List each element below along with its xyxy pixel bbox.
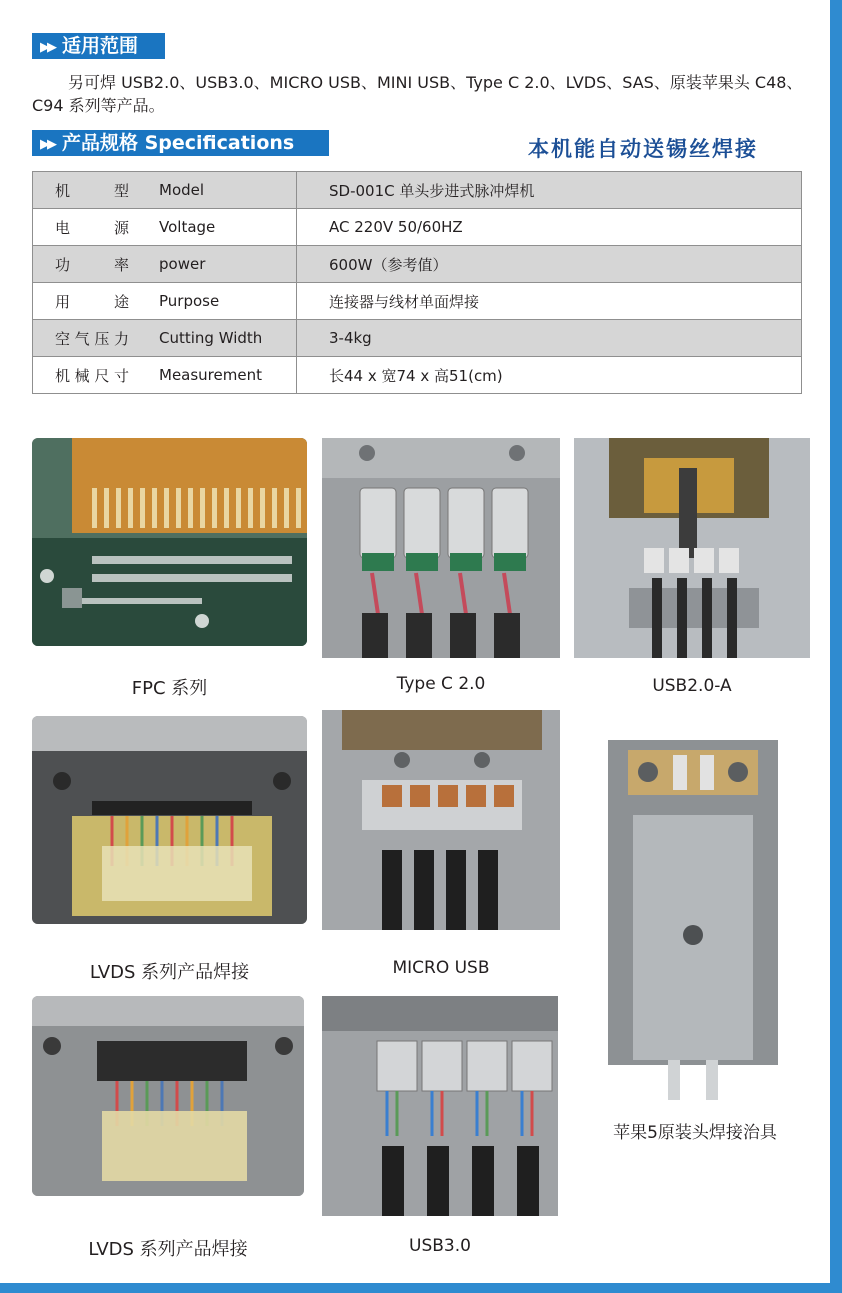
table-row: [33, 357, 802, 394]
page-frame-bottom: [0, 1283, 842, 1293]
spec-value: 3-4kg: [297, 320, 802, 357]
spec-label-cn: 电源: [55, 218, 129, 237]
table-row: [33, 172, 802, 209]
table-row: [33, 320, 802, 357]
spec-label-en: Measurement: [159, 366, 262, 384]
spec-label-cell: [33, 357, 297, 394]
lvds-photo-1: [32, 716, 307, 924]
usb20a-photo: [574, 438, 810, 658]
spec-label-cell: [33, 172, 297, 209]
page-frame-right: [830, 0, 842, 1293]
table-row: [33, 209, 802, 246]
lvds-photo-2: [32, 996, 304, 1196]
lvds-caption-2: LVDS 系列产品焊接: [88, 1239, 248, 1260]
spec-label-en: Purpose: [159, 292, 220, 310]
lvds-caption-1: LVDS 系列产品焊接: [89, 962, 250, 983]
spec-value: AC 220V 50/60HZ: [297, 209, 802, 246]
spec-value: SD-001C 单头步进式脉冲焊机: [297, 172, 802, 209]
spec-label-cn: 机械尺寸: [55, 366, 129, 385]
usb30-photo: [322, 996, 558, 1216]
typec-caption: Type C 2.0: [396, 674, 486, 694]
intro-text: 另可焊 USB2.0、USB3.0、MICRO USB、MINI USB、Type C 2.0、LVDS、SAS、原装苹果头 C48、C94 系列等产品。: [32, 73, 803, 115]
spec-label-cn: 机型: [55, 181, 129, 200]
usb30-caption: USB3.0: [409, 1236, 471, 1256]
table-row: [33, 283, 802, 320]
usb20a-caption: USB2.0-A: [652, 676, 732, 696]
double-chevron-right-icon: ▶▶: [40, 137, 54, 152]
apple-fixture-photo: [608, 740, 778, 1100]
microusb-caption: MICRO USB: [392, 958, 490, 978]
auto-solder-feature-text: 本机能自动送锡丝焊接: [528, 137, 758, 161]
fpc-photo: [32, 438, 307, 646]
apple-fixture-caption: 苹果5原装头焊接治具: [613, 1123, 777, 1143]
spec-label-en: Cutting Width: [159, 329, 263, 347]
double-chevron-right-icon: ▶▶: [40, 40, 54, 55]
spec-label-cell: [33, 246, 297, 283]
spec-value: 长44 x 宽74 x 高51(cm): [297, 357, 802, 394]
spec-label-cell: [33, 283, 297, 320]
spec-value: 连接器与线材单面焊接: [297, 283, 802, 320]
spec-value: 600W（参考值）: [297, 246, 802, 283]
spec-label-cn: 用途: [55, 292, 129, 311]
spec-section-header: [32, 130, 329, 156]
spec-label-cell: [33, 209, 297, 246]
spec-label-en: Voltage: [159, 218, 216, 236]
spec-label-en: Model: [159, 181, 205, 199]
typec-photo: [322, 438, 560, 658]
scope-section-title: 适用范围: [62, 35, 139, 57]
fpc-caption: FPC 系列: [131, 678, 208, 699]
spec-section-title: 产品规格 Specifications: [62, 132, 295, 154]
spec-label-cn: 空气压力: [55, 329, 129, 348]
table-row: [33, 246, 802, 283]
spec-label-cn: 功率: [55, 255, 129, 274]
microusb-photo: [322, 710, 560, 930]
spec-table: [32, 171, 802, 394]
spec-label-cell: [33, 320, 297, 357]
scope-section-header: [32, 33, 165, 59]
spec-label-en: power: [159, 255, 206, 273]
